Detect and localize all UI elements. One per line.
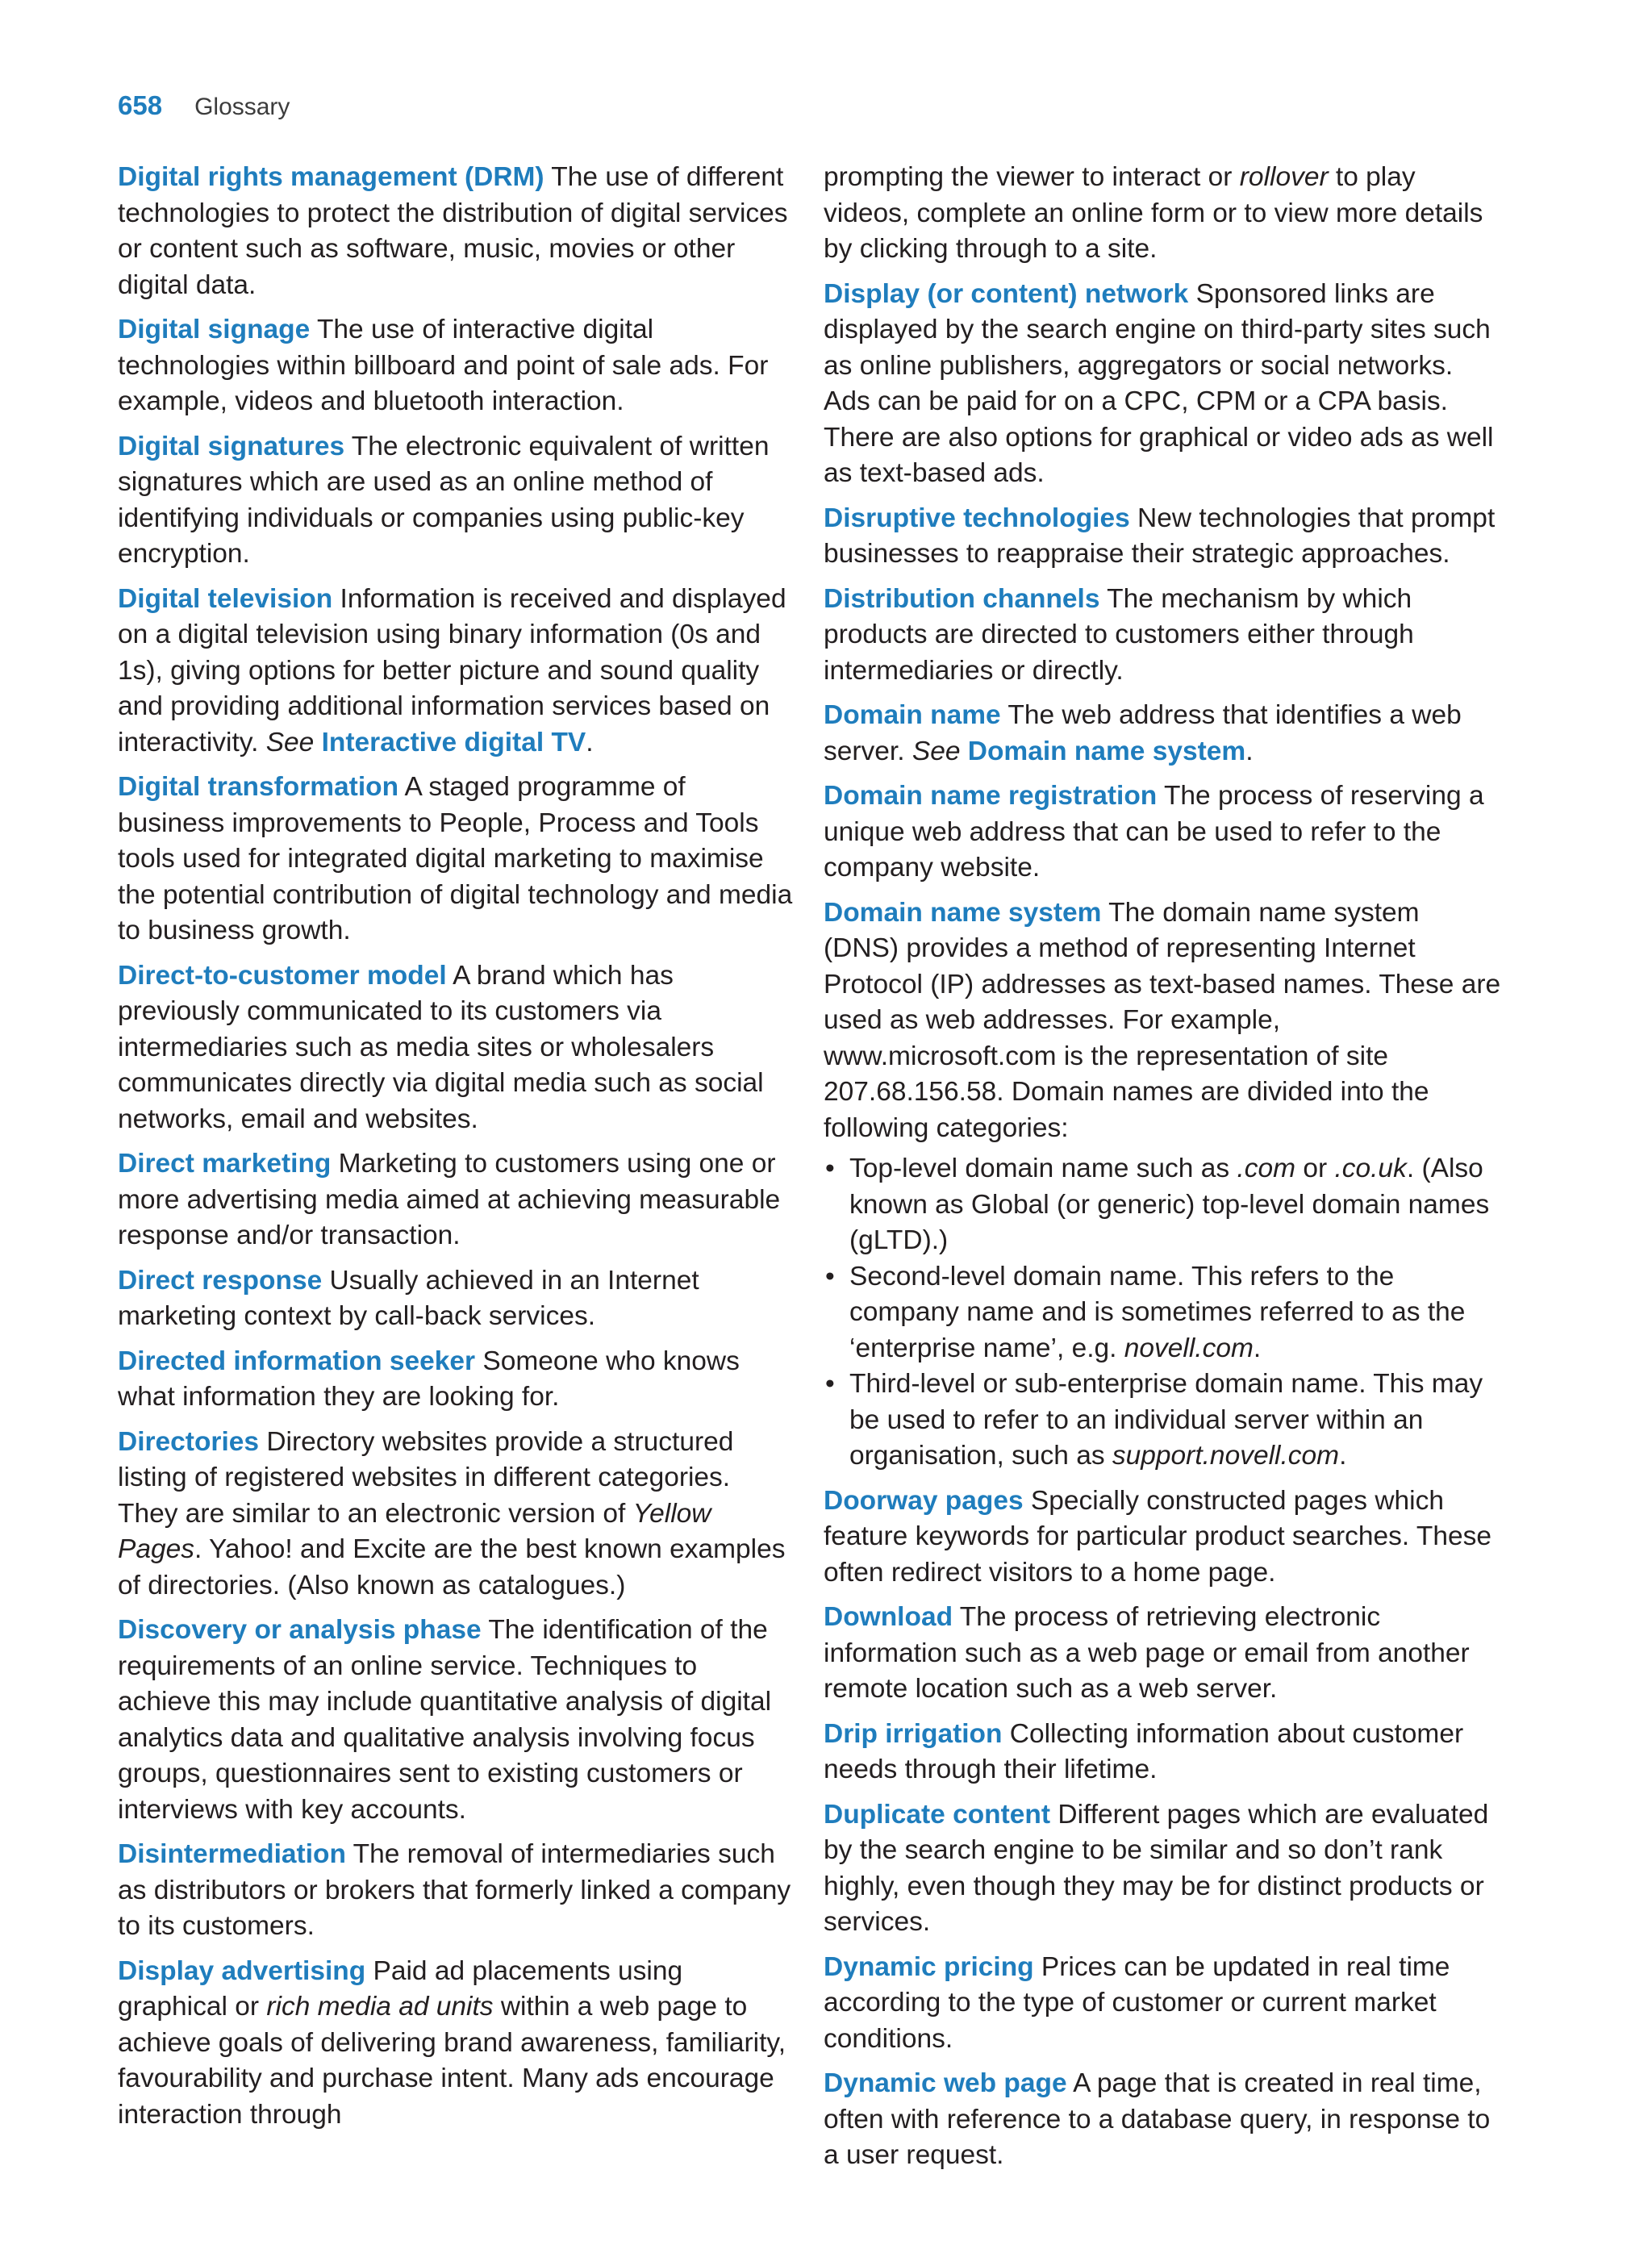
glossary-definition: The web address that identifies a web server. <box>824 700 1462 766</box>
italic-text: .co.uk <box>1334 1154 1407 1183</box>
glossary-term: Disruptive technologies <box>824 503 1130 533</box>
running-head: Glossary <box>194 94 290 120</box>
glossary-entry <box>824 1483 1501 1592</box>
glossary-definition: Sponsored links are displayed by the search engine on third-party sites such as online publishers, aggregators or social networks. Ads can be paid for on a CPC, CPM or a CPA basis. There are also options for graphical or video ads as well as text-based ads. <box>824 278 1494 488</box>
definition-end: . <box>1245 736 1254 766</box>
glossary-term: Direct response <box>118 1265 323 1296</box>
glossary-term: Digital television <box>118 583 333 614</box>
glossary-term: Doorway pages <box>824 1485 1024 1516</box>
glossary-definition: within a web page to achieve goals of delivering brand awareness, familiarity, favourability and purchase intent. Many ads encourage interaction through <box>118 1992 786 2130</box>
glossary-definition: The identification of the requirements of an online service. Techniques to achieve this may include quantitative analysis of digital analytics data and qualitative analysis involving focus groups, questionnaires sent to existing customers or interviews with key accounts. <box>118 1615 772 1825</box>
bullet-icon: • <box>825 1369 835 1399</box>
glossary-definition: A page that is created in real time, often with reference to a database query, in response to a user request. <box>824 2068 1491 2170</box>
glossary-entry <box>118 1954 794 2134</box>
glossary-definition: Directory websites provide a structured listing of registered websites in different categories. They are similar to an electronic version of <box>118 1426 734 1529</box>
glossary-entry <box>118 1425 794 1604</box>
bullet-icon: • <box>825 1261 835 1292</box>
glossary-term: Duplicate content <box>824 1799 1051 1830</box>
cross-reference-link[interactable]: Interactive digital TV <box>321 727 586 757</box>
glossary-term: Download <box>824 1602 953 1632</box>
see-label: See <box>265 727 315 757</box>
glossary-definition: A brand which has previously communicated to its customers via intermediaries such as media sites or wholesalers communicates directly via digital media such as social networks, email and websites. <box>118 960 764 1134</box>
list-text: or <box>1295 1154 1335 1183</box>
list-text: . <box>1253 1333 1262 1363</box>
glossary-definition: Someone who knows what information they are looking for. <box>118 1346 740 1412</box>
glossary-term: Domain name system <box>824 897 1102 928</box>
glossary-definition: The use of different technologies to protect the distribution of digital services or content such as software, music, movies or other digital data. <box>118 162 788 300</box>
glossary-entry <box>824 277 1501 492</box>
list-text: Third-level or sub-enterprise domain name. This may be used to refer to an individual server within an organisation, such as <box>849 1369 1483 1471</box>
glossary-definition: The use of interactive digital technologies within billboard and point of sale ads. For example, videos and bluetooth interaction. <box>118 315 769 416</box>
glossary-term: Domain name <box>824 700 1001 730</box>
glossary-definition: to play videos, complete an online form or to view more details by clicking through to a site. <box>824 162 1483 264</box>
italic-text: rollover <box>1239 162 1329 192</box>
glossary-term: Distribution channels <box>824 583 1100 614</box>
page-number: 658 <box>118 90 163 120</box>
glossary-entry <box>118 1613 794 1828</box>
glossary-definition: New technologies that prompt businesses to reappraise their strategic approaches. <box>824 503 1496 569</box>
glossary-entry <box>118 770 794 949</box>
glossary-term: Dynamic pricing <box>824 1951 1034 1982</box>
italic-text: support.novell.com <box>1112 1441 1340 1471</box>
glossary-entry <box>118 582 794 762</box>
definition-end: . <box>586 727 594 757</box>
glossary-term: Directed information seeker <box>118 1346 476 1376</box>
glossary-entry <box>824 2066 1501 2174</box>
glossary-term: Display advertising <box>118 1955 366 1986</box>
glossary-entry-continued <box>824 160 1501 268</box>
glossary-entry <box>118 429 794 573</box>
list-item <box>824 1259 1501 1367</box>
glossary-entry <box>824 1797 1501 1941</box>
glossary-entry <box>118 958 794 1138</box>
left-column <box>118 160 794 2142</box>
glossary-definition: The process of reserving a unique web address that can be used to refer to the company website. <box>824 781 1484 883</box>
glossary-term: Direct marketing <box>118 1149 332 1179</box>
glossary-definition: Prices can be updated in real time according to the type of customer or current market conditions. <box>824 1951 1450 2054</box>
glossary-definition: A staged programme of business improvements to People, Process and Tools tools used for integrated digital marketing to maximise the potential contribution of digital technology and media to business growth. <box>118 772 793 945</box>
glossary-entry <box>118 1837 794 1945</box>
list-item <box>824 1151 1501 1259</box>
glossary-term: Digital transformation <box>118 772 399 802</box>
glossary-term: Domain name registration <box>824 781 1158 811</box>
glossary-term: Digital signage <box>118 315 311 344</box>
glossary-entry <box>118 1344 794 1416</box>
glossary-entry <box>824 1950 1501 2058</box>
list-text: . <box>1339 1441 1347 1471</box>
right-column <box>824 160 1501 2183</box>
glossary-definition: Information is received and displayed on a digital television using binary information (0s and 1s), giving options for better picture and sound quality and providing additional information services based on interactivity. <box>118 583 786 757</box>
bullet-icon: • <box>825 1154 835 1183</box>
glossary-term: Directories <box>118 1426 260 1457</box>
list-item <box>824 1367 1501 1475</box>
glossary-entry <box>824 1600 1501 1708</box>
glossary-definition: Different pages which are evaluated by the search engine to be similar and so don’t rank highly, even though they may be for distinct products or services. <box>824 1799 1489 1937</box>
glossary-definition: Collecting information about customer needs through their lifetime. <box>824 1718 1464 1784</box>
italic-text: novell.com <box>1124 1333 1254 1363</box>
italic-text: rich media ad units <box>266 1992 494 2022</box>
glossary-term: Digital signatures <box>118 431 345 461</box>
italic-text: Yellow Pages <box>118 1498 711 1564</box>
glossary-definition: Specially constructed pages which feature keywords for particular product searches. These often redirect visitors to a home page. <box>824 1485 1491 1588</box>
glossary-definition: The removal of intermediaries such as distributors or brokers that formerly linked a company to its customers. <box>118 1839 791 1941</box>
glossary-entry <box>118 1263 794 1335</box>
glossary-term: Dynamic web page <box>824 2068 1067 2098</box>
bullet-list <box>824 1151 1501 1475</box>
glossary-entry <box>824 698 1501 770</box>
glossary-term: Display (or content) network <box>824 278 1189 309</box>
list-text: Second-level domain name. This refers to the company name and is sometimes referred to as the ‘enterprise name’, e.g. <box>849 1261 1466 1363</box>
glossary-definition: . Yahoo! and Excite are the best known examples of directories. (Also known as catalogues.) <box>118 1534 786 1600</box>
page-header <box>118 90 290 121</box>
glossary-term: Discovery or analysis phase <box>118 1615 482 1645</box>
glossary-entry <box>824 501 1501 573</box>
italic-text: .com <box>1237 1154 1296 1183</box>
glossary-definition: The domain name system (DNS) provides a method of representing Internet Protocol (IP) addresses as text-based names. These are used as web addresses. For example, www.microsoft.com is the representation of site 207.68.156.58. Domain names are divided into the following categories: <box>824 897 1501 1143</box>
cross-reference-link[interactable]: Domain name system <box>967 736 1246 766</box>
glossary-term: Direct-to-customer model <box>118 960 447 991</box>
glossary-definition: The mechanism by which products are directed to customers either through intermediaries or directly. <box>824 583 1414 686</box>
glossary-definition: Marketing to customers using one or more advertising media aimed at achieving measurable response and/or transaction. <box>118 1149 781 1250</box>
see-label: See <box>912 736 961 766</box>
list-text: . (Also known as Global (or generic) top-level domain names (gLTD).) <box>849 1154 1490 1255</box>
glossary-term: Disintermediation <box>118 1839 346 1869</box>
glossary-entry <box>824 895 1501 1147</box>
glossary-term: Drip irrigation <box>824 1718 1003 1749</box>
glossary-definition: Paid ad placements using graphical or <box>118 1955 683 2022</box>
glossary-definition: The process of retrieving electronic information such as a web page or email from another remote location such as a web server. <box>824 1602 1470 1704</box>
glossary-entry <box>118 312 794 420</box>
glossary-entry <box>118 1146 794 1254</box>
glossary-definition: The electronic equivalent of written signatures which are used as an online method of identifying individuals or companies using public-key encryption. <box>118 431 770 569</box>
list-text: Top-level domain name such as <box>849 1154 1237 1183</box>
glossary-definition: Usually achieved in an Internet marketing context by call-back services. <box>118 1265 699 1331</box>
glossary-entry <box>824 582 1501 690</box>
glossary-entry <box>824 778 1501 887</box>
glossary-entry <box>118 160 794 303</box>
glossary-definition: prompting the viewer to interact or <box>824 162 1240 192</box>
glossary-entry <box>824 1717 1501 1788</box>
glossary-term: Digital rights management (DRM) <box>118 162 544 192</box>
